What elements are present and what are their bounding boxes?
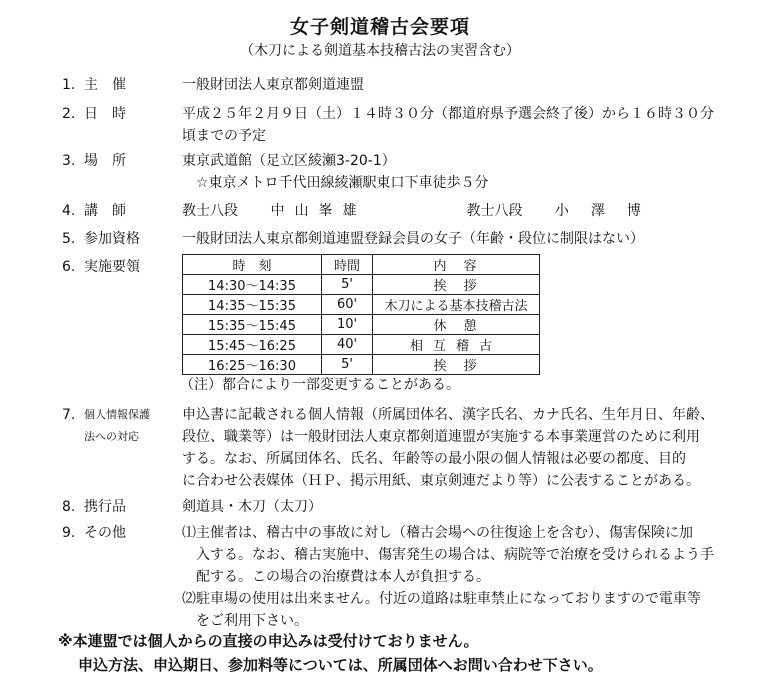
item-text: 申込書に記載される個人情報（所属団体名、漢字氏名、カナ氏名、生年月日、年齢、 [182,407,714,423]
schedule-note: （注）都合により一部変更することがある。 [180,377,460,393]
item-text: 配する。この場合の治療費は本人が負担する。 [196,569,490,585]
footer-notice: 申込方法、申込期日、参加料等については、所属団体へお問い合わせ下さい。 [78,656,603,674]
item-text: 東京武道館（足立区綾瀬3-20-1） [182,153,396,169]
table-row [183,355,540,375]
item-text: 一般財団法人東京都剣道連盟登録会員の女子（年齢・段位に制限はない） [182,231,644,247]
schedule-duration: 5' [322,355,373,375]
schedule-content: 挨 拶 [373,355,540,375]
item-label: 日 時 [84,106,126,122]
item-label: 場 所 [84,153,126,169]
instructor-name: 中山峯雄 [270,203,367,219]
column-header: 時 刻 [183,255,322,275]
schedule-duration: 5' [322,275,373,295]
item-label-line: 法への対応 [84,430,139,443]
schedule-content: 相互稽古 [373,335,540,355]
schedule-content: 休 憩 [373,315,540,335]
item-text: ⑴主催者は、稽古中の事故に対し（稽古会場への往復途上を含む）、傷害保険に加 [182,525,693,541]
item-label: 主 催 [84,77,126,93]
column-header: 時間 [322,255,373,275]
item-number: 7. [62,407,76,423]
schedule-time: 16:25～16:30 [183,355,322,375]
item-label: 講 師 [84,203,126,219]
document-subtitle: （木刀による剣道基本技稽古法の実習含む） [240,43,520,59]
instructor [182,200,462,222]
item-text: する。なお、所属団体名、氏名、年齢等の最小限の個人情報は必要の都度、目的 [182,451,686,467]
column-header: 内 容 [373,255,540,275]
item-text: 平成２５年２月９日（土）１４時３０分（都道府県予選会終了後）から１６時３０分 [182,106,714,122]
item-label-line: 個人情報保護 [84,408,150,421]
item-text: 頃までの予定 [182,128,266,144]
schedule-time: 15:35～15:45 [183,315,322,335]
item-text: 入する。なお、稽古実施中、傷害発生の場合は、病院等で治療を受けられるよう手 [196,547,714,563]
item-label: 参加資格 [84,231,140,247]
schedule-time: 14:35～15:35 [183,295,322,315]
item-number: 1. [62,77,76,93]
table-row [183,315,540,335]
item-text: をご利用下さい。 [196,613,308,629]
item-number: 4. [62,203,76,219]
item-label: 実施要領 [84,259,140,275]
instructor-rank: 教士八段 [466,203,523,219]
instructor [466,200,662,222]
schedule-duration: 40' [322,335,373,355]
item-text: 段位、職業等）は一般財団法人東京都剣道連盟が実施する本事業運営のために利用 [182,429,700,445]
item-text: 一般財団法人東京都剣道連盟 [182,77,364,93]
schedule-table [182,254,540,375]
schedule-content: 木刀による基本技稽古法 [373,295,540,315]
table-row [183,295,540,315]
document-title: 女子剣道稽古会要項 [289,16,470,38]
schedule-content: 挨 拶 [373,275,540,295]
item-number: 9. [62,525,76,541]
item-number: 6. [62,259,76,275]
schedule-duration: 10' [322,315,373,335]
item-number: 8. [62,499,76,515]
item-text: ☆東京メトロ千代田線綾瀬駅東口下車徒歩５分 [196,175,489,191]
schedule-duration: 60' [322,295,373,315]
item-label: 携行品 [84,499,126,515]
table-header-row [183,255,540,275]
schedule-time: 15:45～16:25 [183,335,322,355]
item-number: 2. [62,106,76,122]
footer-notice: ※本連盟では個人からの直接の申込みは受付けておりません。 [58,632,479,650]
item-text: ⑵駐車場の使用は出来ません。付近の道路は駐車禁止になっておりますので電車等 [182,591,701,607]
item-number: 3. [62,153,76,169]
instructor-rank: 教士八段 [182,203,238,219]
item-text: 剣道具・木刀（太刀） [182,499,322,515]
instructor-name: 小澤博 [554,203,663,219]
item-text: に合わせ公表媒体（ＨＰ、掲示用紙、東京剣連だより等）に公表することがある。 [182,473,700,489]
table-row [183,335,540,355]
item-label: その他 [84,525,126,541]
item-number: 5. [62,231,76,247]
table-row [183,275,540,295]
schedule-time: 14:30～14:35 [183,275,322,295]
